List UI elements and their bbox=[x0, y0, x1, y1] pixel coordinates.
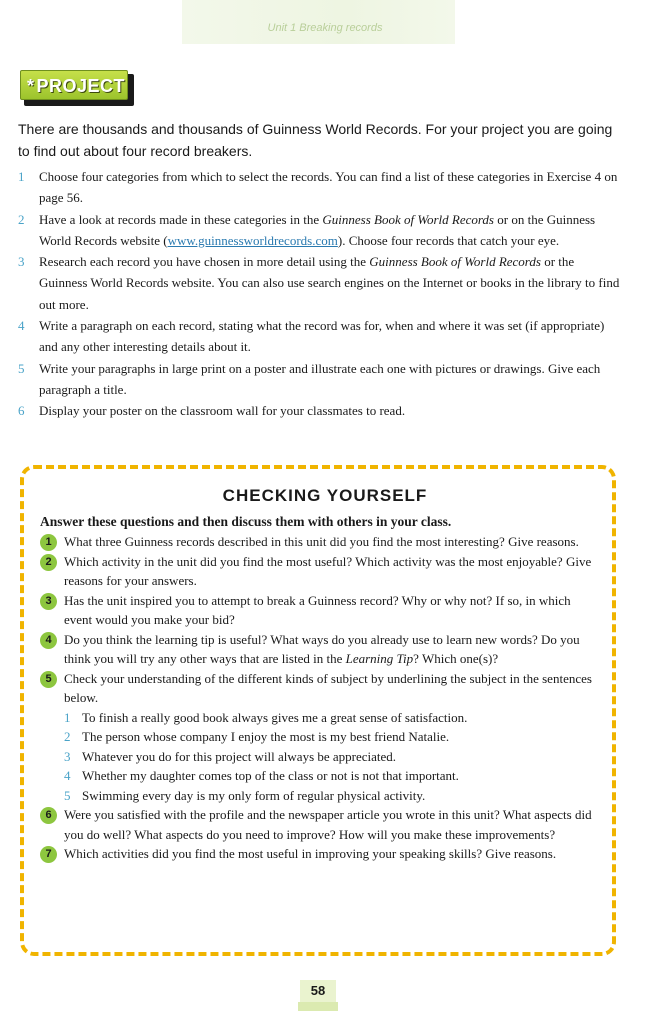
step-item bbox=[18, 209, 622, 252]
sentence-number: 4 bbox=[64, 768, 71, 783]
sentence-item bbox=[64, 727, 600, 747]
step-number: 3 bbox=[18, 254, 25, 270]
question-number: 7 bbox=[40, 846, 57, 863]
question-number: 2 bbox=[40, 554, 57, 571]
step-item bbox=[18, 400, 622, 421]
sentence-number: 5 bbox=[64, 787, 71, 803]
step-text: Write your paragraphs in large print on a poster and illustrate each one with pictures or drawings. Give each paragraph a title. bbox=[39, 360, 601, 397]
book-title: Guinness Book of World Records bbox=[322, 211, 494, 227]
step-item bbox=[18, 358, 622, 401]
sentence-item bbox=[64, 786, 600, 806]
sentence-text: Whether my daughter comes top of the class or not is not that important. bbox=[82, 768, 459, 783]
question-number: 4 bbox=[40, 632, 57, 649]
project-badge bbox=[20, 70, 134, 106]
question-text: Which activity in the unit did you find the most useful? Which activity was the most enjoyable? Give reasons for your answers. bbox=[64, 553, 592, 588]
checking-questions bbox=[40, 532, 600, 864]
question-item bbox=[40, 591, 600, 630]
step-item bbox=[18, 315, 622, 358]
step-text: Have a look at records made in these categories in the bbox=[39, 211, 323, 227]
sentence-number: 2 bbox=[64, 729, 71, 744]
sentence-number: 1 bbox=[64, 709, 71, 725]
question-text: Were you satisfied with the profile and the newspaper article you wrote in this unit? What aspects did you do well? What aspects do you need to improve? How will you make these improvements? bbox=[64, 807, 592, 842]
page-number: 58 bbox=[300, 980, 336, 1002]
page-number-band bbox=[298, 1002, 338, 1011]
question-text: Check your understanding of the different kinds of subject by underlining the subject in the sentences below. bbox=[64, 670, 592, 705]
sentence-item bbox=[64, 708, 600, 728]
question-item bbox=[40, 844, 600, 864]
step-number: 2 bbox=[18, 211, 25, 227]
question-item bbox=[40, 805, 600, 844]
question-text: Do you think the learning tip is useful? What ways do you already use to learn new words? Do you think you will try any other ways that are listed in the bbox=[64, 631, 580, 666]
step-number: 1 bbox=[18, 169, 25, 184]
project-intro: There are thousands and thousands of Guinness World Records. For your project you are going to find out about four record breakers. bbox=[18, 121, 613, 159]
question-item bbox=[40, 552, 600, 591]
badge-label bbox=[20, 70, 128, 100]
checking-title: CHECKING YOURSELF bbox=[222, 486, 428, 505]
question-text: ? Which one(s)? bbox=[413, 651, 499, 666]
website-link[interactable]: www.guinnessworldrecords.com bbox=[167, 232, 338, 248]
question-item bbox=[40, 630, 600, 669]
badge-text: PROJECT bbox=[36, 76, 126, 96]
question-number: 3 bbox=[40, 593, 57, 610]
learning-tip-ref: Learning Tip bbox=[345, 651, 414, 666]
sentence-item bbox=[64, 766, 600, 786]
sentence-number: 3 bbox=[64, 748, 71, 764]
step-number: 6 bbox=[18, 403, 25, 419]
sentence-text: To finish a really good book always gives me a great sense of satisfaction. bbox=[82, 709, 468, 725]
question-text: Has the unit inspired you to attempt to break a Guinness record? Why or why not? If so, in which event would you make your bid? bbox=[64, 592, 571, 627]
step-number: 4 bbox=[18, 318, 25, 334]
step-text: or on the Guinness World Records website ( bbox=[39, 211, 596, 248]
question-number: 1 bbox=[40, 534, 57, 551]
question-text: What three Guinness records described in this unit did you find the most interesting? Give reasons. bbox=[64, 534, 579, 549]
sentence-text: Whatever you do for this project will always be appreciated. bbox=[82, 748, 397, 764]
step-text: or the Guinness World Records website. You can also use search engines on the Internet or books in the library to find out more. bbox=[39, 254, 620, 312]
question-item bbox=[40, 669, 600, 708]
badge-star: * bbox=[27, 76, 35, 96]
question-item bbox=[40, 532, 600, 552]
question-number: 6 bbox=[40, 807, 57, 824]
project-steps bbox=[18, 166, 622, 422]
step-item bbox=[18, 166, 622, 209]
book-title: Guinness Book of World Records bbox=[369, 254, 541, 270]
checking-lead: Answer these questions and then discuss them with others in your class. bbox=[40, 514, 452, 529]
step-text: Write a paragraph on each record, stating what the record was for, when and where it was set (if appropriate) and any other interesting details about it. bbox=[39, 318, 605, 355]
question-text: Which activities did you find the most useful in improving your speaking skills? Give reasons. bbox=[64, 846, 557, 861]
question-number: 5 bbox=[40, 671, 57, 688]
unit-title: Unit 1 Breaking records bbox=[267, 22, 383, 34]
step-text: Display your poster on the classroom wall for your classmates to read. bbox=[39, 403, 406, 419]
sentence-item bbox=[64, 747, 600, 767]
sentence-text: Swimming every day is my only form of regular physical activity. bbox=[82, 787, 426, 803]
step-text: Research each record you have chosen in more detail using the bbox=[39, 254, 370, 270]
step-text: Choose four categories from which to select the records. You can find a list of these categories in Exercise 4 on page 56. bbox=[39, 169, 618, 206]
step-text: ). Choose four records that catch your eye. bbox=[337, 232, 560, 248]
step-item bbox=[18, 251, 622, 315]
sentence-text: The person whose company I enjoy the most is my best friend Natalie. bbox=[82, 729, 450, 744]
step-number: 5 bbox=[18, 360, 25, 376]
